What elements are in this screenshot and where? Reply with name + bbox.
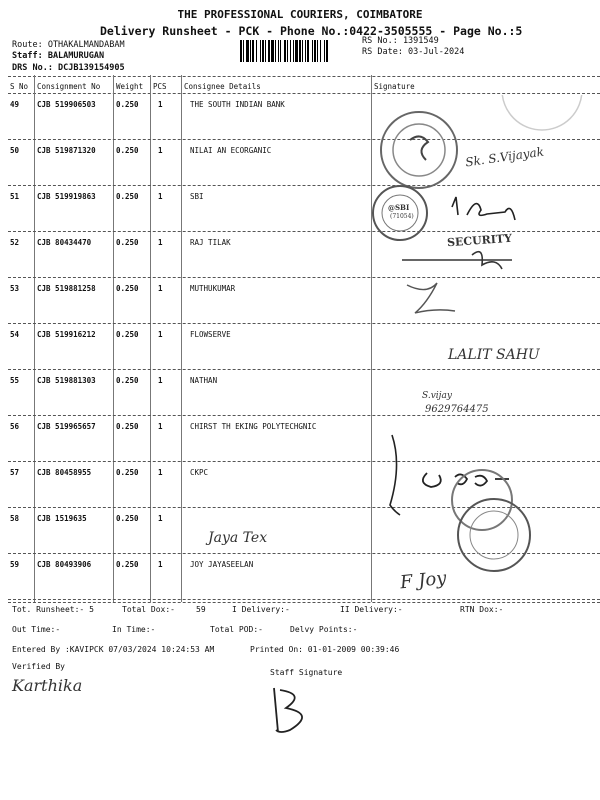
barcode-bar — [250, 40, 251, 62]
cell-consignee: NILAI AN ECORGANIC — [190, 146, 272, 155]
rs-no-label: RS No.: 1391549 — [362, 36, 439, 46]
barcode-bar — [262, 40, 264, 62]
barcode-bar — [312, 40, 313, 62]
total-pod-label: Total POD:- — [210, 625, 263, 634]
cell-consignment-no: CJB 519871320 — [37, 146, 96, 155]
entered-by: Entered By :KAVIPCK 07/03/2024 10:24:53 AM — [12, 645, 215, 654]
barcode-bar — [278, 40, 279, 62]
cell-weight: 0.250 — [116, 238, 139, 247]
table-header-line — [8, 93, 600, 94]
cell-weight: 0.250 — [116, 146, 139, 155]
barcode-bar — [305, 40, 306, 62]
cell-consignment-no: CJB 1519635 — [37, 514, 87, 523]
barcode-bar — [275, 40, 276, 62]
col-header-weight: Weight — [116, 82, 144, 91]
cell-sno: 58 — [10, 514, 20, 523]
handwritten-signature-row59: F Joy — [399, 567, 448, 594]
tot-runsheet: Tot. Runsheet:- 5 — [12, 605, 94, 614]
handwritten-signature-row54: LALIT SAHU — [448, 347, 540, 363]
handwritten-signature-row50: Sk. S.Vijayak — [464, 144, 545, 170]
cell-consignment-no: CJB 519906503 — [37, 100, 96, 109]
in-time-label: In Time:- — [112, 625, 156, 634]
barcode-bar — [271, 40, 274, 62]
company-title: THE PROFESSIONAL COURIERS, COIMBATORE — [177, 8, 423, 21]
cell-sno: 51 — [10, 192, 20, 201]
handwritten-name-row55: S.vijay — [422, 391, 452, 401]
drs-label: DRS No.: DCJB139154905 — [12, 63, 125, 73]
cell-weight: 0.250 — [116, 192, 139, 201]
cell-sno: 49 — [10, 100, 20, 109]
barcode-bar — [320, 40, 321, 62]
stamp-text-sbi: @SBI — [388, 203, 410, 212]
cell-pcs: 1 — [158, 100, 163, 109]
cell-sno: 55 — [10, 376, 20, 385]
barcode-bar — [326, 40, 328, 62]
cell-weight: 0.250 — [116, 376, 139, 385]
runsheet-title: Delivery Runsheet - PCK - Phone No.:0422-3505555 - Page No.:5 — [100, 24, 523, 38]
delvy-points-label: Delvy Points:- — [290, 625, 358, 634]
barcode-bar — [290, 40, 291, 62]
cell-sno: 57 — [10, 468, 20, 477]
cell-weight: 0.250 — [116, 560, 139, 569]
cell-pcs: 1 — [158, 560, 163, 569]
rs-date-label: RS Date: 03-Jul-2024 — [362, 47, 465, 57]
barcode-bar — [302, 40, 303, 62]
i-delivery-label: I Delivery:- — [232, 605, 290, 614]
barcode-bar — [287, 40, 288, 62]
staff-label: Staff: BALAMURUGAN — [12, 51, 105, 61]
cell-consignment-no: CJB 519919863 — [37, 192, 96, 201]
barcode-bar — [307, 40, 309, 62]
cell-consignee: NATHAN — [190, 376, 218, 385]
barcode-image — [240, 40, 355, 62]
barcode-bar — [284, 40, 286, 62]
stamp-text-security: SECURITY — [446, 231, 513, 250]
rtn-dox-label: RTN Dox:- — [460, 605, 504, 614]
cell-consignee: THE SOUTH INDIAN BANK — [190, 100, 285, 109]
barcode-bar — [314, 40, 316, 62]
cell-consignee: FLOWSERVE — [190, 330, 231, 339]
cell-sno: 50 — [10, 146, 20, 155]
verified-by-label: Verified By — [12, 662, 65, 671]
barcode-bar — [246, 40, 249, 62]
stamp-text-sbi-code: (71054) — [390, 213, 414, 220]
total-dox-value: 59 — [196, 605, 206, 614]
barcode-bar — [268, 40, 270, 62]
cell-sno: 53 — [10, 284, 20, 293]
table-top-line — [8, 76, 600, 77]
printed-on: Printed On: 01-01-2009 00:39:46 — [250, 645, 400, 654]
cell-pcs: 1 — [158, 192, 163, 201]
cell-consignment-no: CJB 80434470 — [37, 238, 92, 247]
handwritten-phone-row55: 9629764475 — [425, 404, 489, 415]
cell-weight: 0.250 — [116, 330, 139, 339]
cell-pcs: 1 — [158, 284, 163, 293]
cell-consignment-no: CJB 80493906 — [37, 560, 92, 569]
barcode-bar — [240, 40, 242, 62]
cell-sno: 54 — [10, 330, 20, 339]
staff-signature-mark — [268, 680, 328, 740]
cell-consignment-no: CJB 519916212 — [37, 330, 96, 339]
col-header-pcs: PCS — [153, 82, 167, 91]
barcode-bar — [256, 40, 257, 62]
col-header-sno: S No — [10, 82, 29, 91]
staff-signature-label: Staff Signature — [270, 668, 343, 677]
barcode-bar — [293, 40, 294, 62]
handwritten-signature-row58: Jaya Tex — [208, 530, 268, 546]
col-divider — [150, 75, 151, 602]
cell-consignment-no: CJB 80458955 — [37, 468, 92, 477]
cell-consignee: CKPC — [190, 468, 209, 477]
cell-pcs: 1 — [158, 330, 163, 339]
barcode-bar — [280, 40, 281, 62]
ii-delivery-label: II Delivery:- — [340, 605, 403, 614]
col-divider — [113, 75, 114, 602]
cell-sno: 59 — [10, 560, 20, 569]
barcode-bar — [295, 40, 298, 62]
cell-consignee: JOY JAYASEELAN — [190, 560, 254, 569]
barcode-bar — [324, 40, 325, 62]
table-bottom-line — [8, 602, 600, 603]
col-divider — [181, 75, 182, 602]
cell-pcs: 1 — [158, 376, 163, 385]
total-dox-label: Total Dox:- — [122, 605, 175, 614]
barcode-bar — [265, 40, 266, 62]
cell-consignee: RAJ TILAK — [190, 238, 231, 247]
verified-by-signature: Karthika — [12, 676, 83, 695]
cell-consignee: CHIRST TH EKING POLYTECHGNIC — [190, 422, 317, 431]
cell-weight: 0.250 — [116, 468, 139, 477]
cell-consignment-no: CJB 519881258 — [37, 284, 96, 293]
barcode-bar — [299, 40, 301, 62]
col-divider — [34, 75, 35, 602]
col-header-signature: Signature — [374, 82, 415, 91]
col-header-consignment: Consignment No — [37, 82, 101, 91]
out-time-label: Out Time:- — [12, 625, 61, 634]
cell-pcs: 1 — [158, 468, 163, 477]
cell-sno: 56 — [10, 422, 20, 431]
cell-pcs: 1 — [158, 146, 163, 155]
cell-consignment-no: CJB 519881303 — [37, 376, 96, 385]
cell-pcs: 1 — [158, 514, 163, 523]
barcode-bar — [243, 40, 244, 62]
cell-consignee: SBI — [190, 192, 204, 201]
cell-weight: 0.250 — [116, 100, 139, 109]
route-label: Route: OTHAKALMANDABAM — [12, 40, 125, 50]
barcode-bar — [260, 40, 261, 62]
cell-weight: 0.250 — [116, 284, 139, 293]
cell-consignee: MUTHUKUMAR — [190, 284, 236, 293]
cell-consignment-no: CJB 519965657 — [37, 422, 96, 431]
cell-pcs: 1 — [158, 238, 163, 247]
col-header-consignee: Consignee Details — [184, 82, 261, 91]
barcode-bar — [252, 40, 254, 62]
cell-sno: 52 — [10, 238, 20, 247]
barcode-bar — [317, 40, 318, 62]
cell-weight: 0.250 — [116, 422, 139, 431]
cell-weight: 0.250 — [116, 514, 139, 523]
cell-pcs: 1 — [158, 422, 163, 431]
